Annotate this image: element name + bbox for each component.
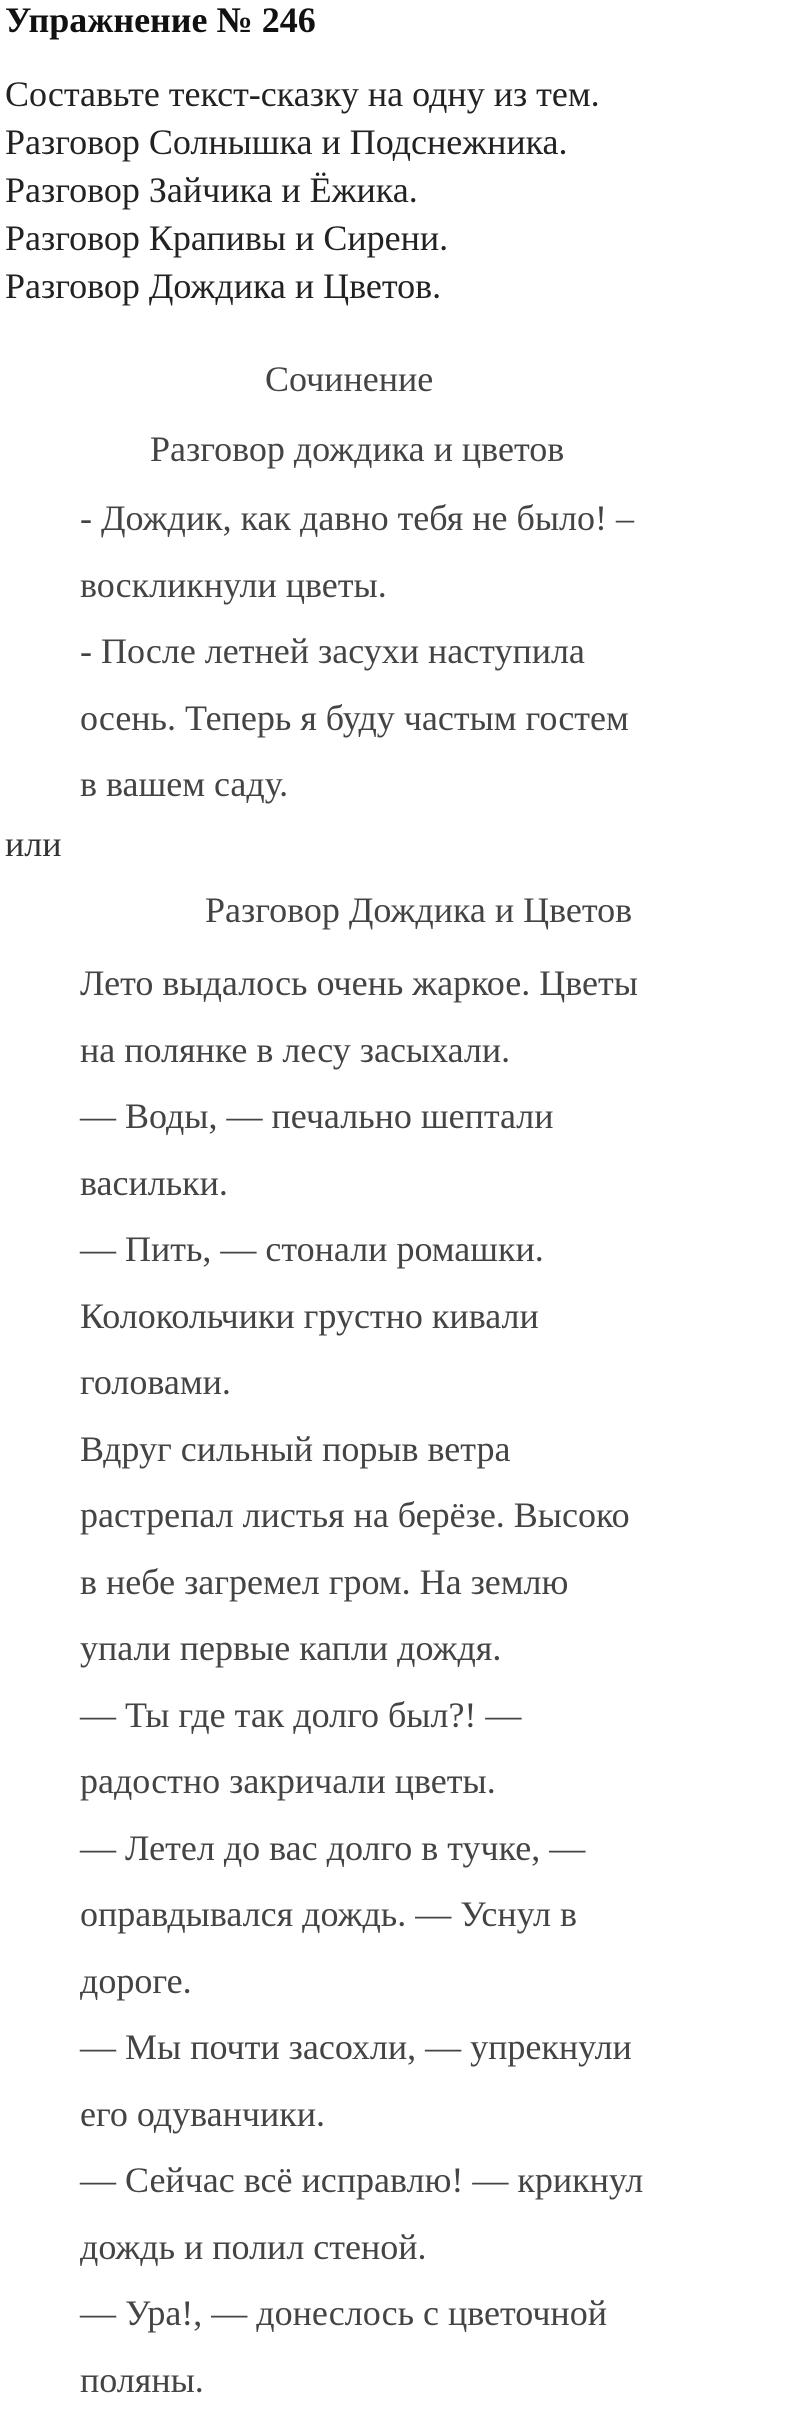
task-line: Разговор Дождика и Цветов. xyxy=(5,262,600,310)
essay-line: Лето выдалось очень жаркое. Цветы xyxy=(80,950,643,1017)
essay-line: поляны. xyxy=(80,2347,643,2413)
essay-1-body xyxy=(80,485,634,818)
essay-2-title: Разговор Дождика и Цветов xyxy=(205,886,632,934)
essay-line: осень. Теперь я буду частым гостем xyxy=(80,685,634,752)
essay-2-body xyxy=(80,950,643,2413)
task-line: Разговор Зайчика и Ёжика. xyxy=(5,166,600,214)
essay-line: — Пить, — стонали ромашки. xyxy=(80,1216,643,1283)
essay-line: дороге. xyxy=(80,1948,643,2015)
essay-line: воскликнули цветы. xyxy=(80,552,634,619)
essay-line: головами. xyxy=(80,1349,643,1416)
essay-line: - После летней засухи наступила xyxy=(80,618,634,685)
task-statement xyxy=(5,70,600,310)
essay-line: дождь и полил стеной. xyxy=(80,2214,643,2281)
essay-line: оправдывался дождь. — Уснул в xyxy=(80,1881,643,1948)
essay-line: васильки. xyxy=(80,1150,643,1217)
task-line: Составьте текст-сказку на одну из тем. xyxy=(5,70,600,118)
essay-line: Вдруг сильный порыв ветра xyxy=(80,1416,643,1483)
essay-line: — Летел до вас долго в тучке, — xyxy=(80,1815,643,1882)
essay-line: растрепал листья на берёзе. Высоко xyxy=(80,1482,643,1549)
or-separator: или xyxy=(5,820,62,868)
essay-line: - Дождик, как давно тебя не было! – xyxy=(80,485,634,552)
essay-line: в вашем саду. xyxy=(80,751,634,818)
essay-line: упали первые капли дождя. xyxy=(80,1615,643,1682)
essay-line: его одуванчики. xyxy=(80,2081,643,2148)
essay-line: — Мы почти засохли, — упрекнули xyxy=(80,2014,643,2081)
task-line: Разговор Солнышка и Подснежника. xyxy=(5,118,600,166)
essay-line: Колокольчики грустно кивали xyxy=(80,1283,643,1350)
essay-line: — Воды, — печально шептали xyxy=(80,1083,643,1150)
essay-1-title: Разговор дождика и цветов xyxy=(150,425,564,473)
essay-line: — Ура!, — донеслось с цветочной xyxy=(80,2280,643,2347)
essay-line: в небе загремел гром. На землю xyxy=(80,1549,643,1616)
task-line: Разговор Крапивы и Сирени. xyxy=(5,214,600,262)
essay-line: на полянке в лесу засыхали. xyxy=(80,1017,643,1084)
exercise-title: Упражнение № 246 xyxy=(5,0,316,40)
essay-line: — Ты где так долго был?! — xyxy=(80,1682,643,1749)
essay-line: — Сейчас всё исправлю! — крикнул xyxy=(80,2147,643,2214)
essay-line: радостно закричали цветы. xyxy=(80,1748,643,1815)
essay-label: Сочинение xyxy=(265,355,433,403)
